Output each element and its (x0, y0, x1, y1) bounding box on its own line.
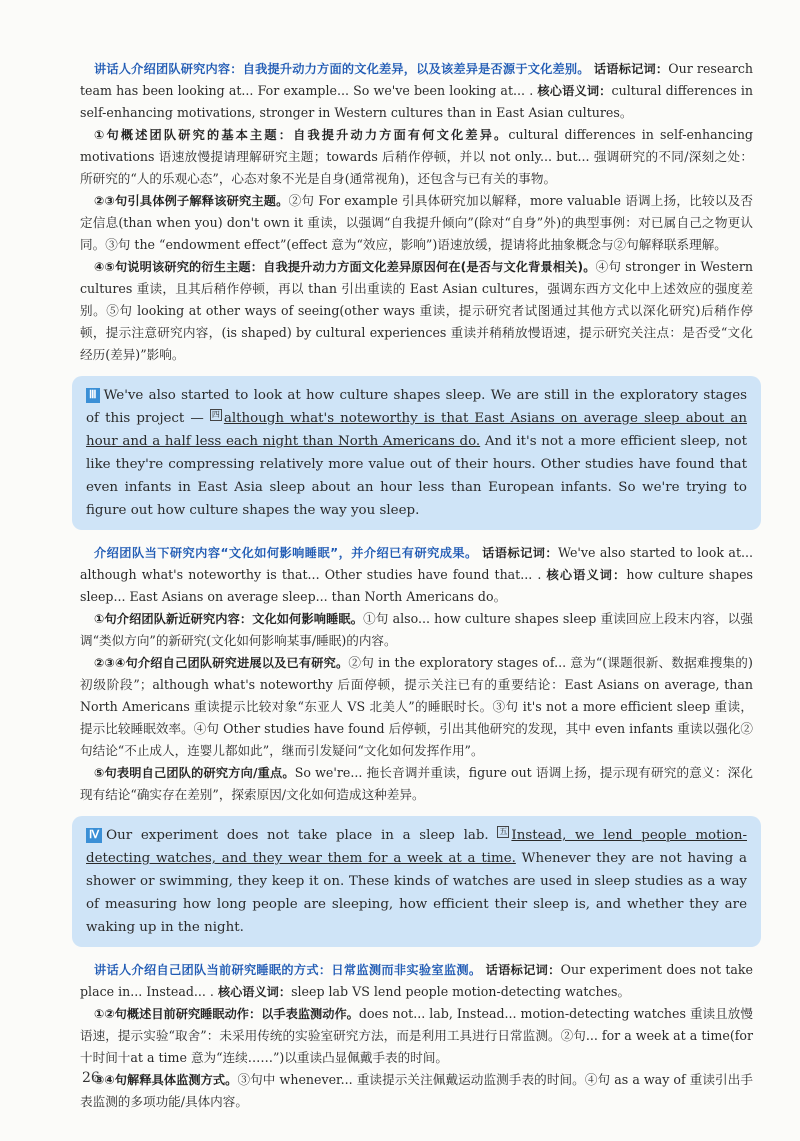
page-number: 26 (82, 1070, 100, 1086)
section2-point-2-text: ②句 in the exploratory stages of... 意为“(课题很新、数据难搜集的)初级阶段”；although what's noteworthy 后面停顿，提示关注已有的重要结论：East Asians on average, than North Americans 重读提示比较对象“东亚人 VS 北美人”的睡眠时长。③句 it's not a more efficient sleep 重读，提示比较睡眠效率。④句 Other studies have found 后停顿，引出其他研究的发现，其中 even infants 重读以强化②句结论“不止成人，连婴儿都如此”，继而引发疑问“文化如何发挥作用”。 (80, 655, 753, 758)
section3-point-2 (80, 1069, 753, 1113)
paragraph-marker-3: Ⅲ (86, 388, 100, 403)
section3-point-1-title: ①②句概述目前研究睡眠动作：以手表监测动作。 (94, 1007, 359, 1021)
transcript-3-part-a: We've also started to look at how culture shapes sleep. We are still in the exploratory stages of this project — (86, 388, 747, 426)
section3-markers-label: 话语标记词： (485, 963, 561, 977)
section1-core-text: cultural differences in self-enhancing motivations, stronger in Western cultures than in East Asian cultures。 (80, 83, 753, 120)
section1-core-label: 核心语义词： (537, 84, 612, 98)
note-marker-icon: 五 (499, 827, 508, 836)
transcript-4-part-b: Whenever they are not having a shower or swimming, they keep it on. These kinds of watches are used in sleep studies as a way of measuring how long people are sleeping, how efficient their sleep is, and whether they are waking up in the night. (86, 851, 747, 935)
section3-point-2-text: ③句中 whenever... 重读提示关注佩戴运动监测手表的时间。④句 as a way of 重读引出手表监测的多项功能/具体内容。 (80, 1072, 753, 1109)
section3-core-label: 核心语义词： (217, 985, 292, 999)
transcript-4-part-a: Our experiment does not take place in a sleep lab. (106, 828, 498, 843)
section2-point-2-title: ②③④句介绍自己团队研究进展以及已有研究。 (94, 656, 349, 670)
section2-heading: 介绍团队当下研究内容“文化如何影响睡眠”，并介绍已有研究成果。 (94, 546, 478, 560)
section3-point-1-text: does not... lab, Instead... motion-detecting watches 重读且放慢语速，提示实验“取舍”：未采用传统的实验室研究方法，而是利用工具进行日常监测。②句... for a week at a time(for 十时间十at a time 意为“连续……”)以重读凸显佩戴手表的时间。 (80, 1006, 754, 1065)
section1-heading: 讲话人介绍团队研究内容：自我提升动力方面的文化差异，以及该差异是否源于文化差别。 (94, 62, 590, 76)
transcript-3-text (86, 384, 747, 522)
transcript-3-underlined: although what's noteworthy is that East Asians on average sleep about an hour and a half less each night than North Americans do. (86, 411, 747, 449)
section1-markers-text: Our research team has been looking at... For example... So we've been looking at... . (80, 61, 754, 98)
transcript-box-4 (72, 816, 761, 947)
section2-point-1 (80, 608, 753, 652)
section1-intro (80, 58, 753, 124)
section1-point-3 (80, 256, 753, 366)
transcript-3-part-b: And it's not a more efficient sleep, not like they're compressing relatively more value out of their hours. Other studies have found that even infants in East Asia sleep about an hour less than European infants. So we're trying to figure out how culture shapes the way you sleep. (86, 434, 747, 518)
paragraph-marker-4: Ⅳ (86, 828, 102, 843)
section3-core-text: sleep lab VS lend people motion-detecting watches。 (291, 984, 631, 999)
section3-point-1 (80, 1003, 753, 1069)
transcript-4-underlined: Instead, we lend people motion-detecting watches, and they wear them for a week at a time. (86, 828, 747, 866)
section3-intro (80, 959, 753, 1003)
section2-point-3-text: So we're... 拖长音调并重读，figure out 语调上扬，提示现有研究的意义：深化现有结论“确实存在差别”，探索原因/文化如何造成这种差异。 (80, 765, 753, 802)
section1-markers-label: 话语标记词： (593, 62, 669, 76)
section2-markers-label: 话语标记词： (482, 546, 559, 560)
section2-core-label: 核心语义词： (546, 568, 627, 582)
section1-point-3-title: ④⑤句说明该研究的衍生主题：自我提升动力方面文化差异原因何在(是否与文化背景相关)。 (94, 260, 596, 274)
section2-core-text: how culture shapes sleep... East Asians on average sleep... than North Americans do。 (80, 567, 753, 604)
section1-point-3-text: ④句 stronger in Western cultures 重读，且其后稍作停顿，再以 than 引出重读的 East Asian cultures，强调东西方文化中上述效应的强度差别。⑤句 looking at other ways of seeing(other ways 重读，提示研究者试图通过其他方式以深化研究)后稍作停顿，提示注意研究内容，(is shaped) by cultural experiences 重读并稍稍放慢语速，提示研究关注点：是否受“文化经历(差异)”影响。 (80, 259, 753, 362)
section1-point-2-title: ②③句引具体例子解释该研究主题。 (94, 194, 289, 208)
section1-point-1-title: ①句概述团队研究的基本主题：自我提升动力方面有何文化差异。 (94, 128, 509, 142)
section3-markers-text: Our experiment does not take place in... Instead... . (80, 962, 754, 999)
note-marker-icon: 四 (211, 410, 220, 419)
section3-heading: 讲话人介绍自己团队当前研究睡眠的方式：日常监测而非实验室监测。 (94, 963, 482, 977)
transcript-4-text (86, 824, 747, 939)
section2-point-3 (80, 762, 753, 806)
section2-intro (80, 542, 753, 608)
section3-point-2-title: ③④句解释具体监测方式。 (94, 1073, 238, 1087)
section1-point-2-text: ②句 For example 引具体研究加以解释，more valuable 语调上扬，比较以及否定信息(than when you) don't own it 重读，以强调“自我提升倾向”(除对“自身”外)的典型事例：对已属自己之物更认同。③句 the “endowment effect”(effect 意为“效应，影响”)语速放缓，提请将此抽象概念与②句解释联系理解。 (80, 193, 753, 252)
page-content (80, 58, 753, 1113)
section2-point-1-title: ①句介绍团队新近研究内容：文化如何影响睡眠。 (94, 612, 364, 626)
section2-point-3-title: ⑤句表明自己团队的研究方向/重点。 (94, 766, 295, 780)
section2-point-1-text: ①句 also... how culture shapes sleep 重读回应上段末内容，以强调“类似方向”的新研究(文化如何影响某事/睡眠)的内容。 (80, 611, 754, 648)
section1-point-2 (80, 190, 753, 256)
section1-point-1 (80, 124, 753, 190)
section2-point-2 (80, 652, 753, 762)
transcript-box-3 (72, 376, 761, 530)
section2-markers-text: We've also started to look at... although what's noteworthy is that... Other studies have found that... . (80, 545, 754, 582)
section1-point-1-text: cultural differences in self-enhancing motivations 语速放慢提请理解研究主题；towards 后稍作停顿，并以 not only... but... 强调研究的不同/深刻之处：所研究的“人的乐观心态”，心态对象不光是自身(通常视角)，还包含与已有关的事物。 (80, 127, 753, 186)
